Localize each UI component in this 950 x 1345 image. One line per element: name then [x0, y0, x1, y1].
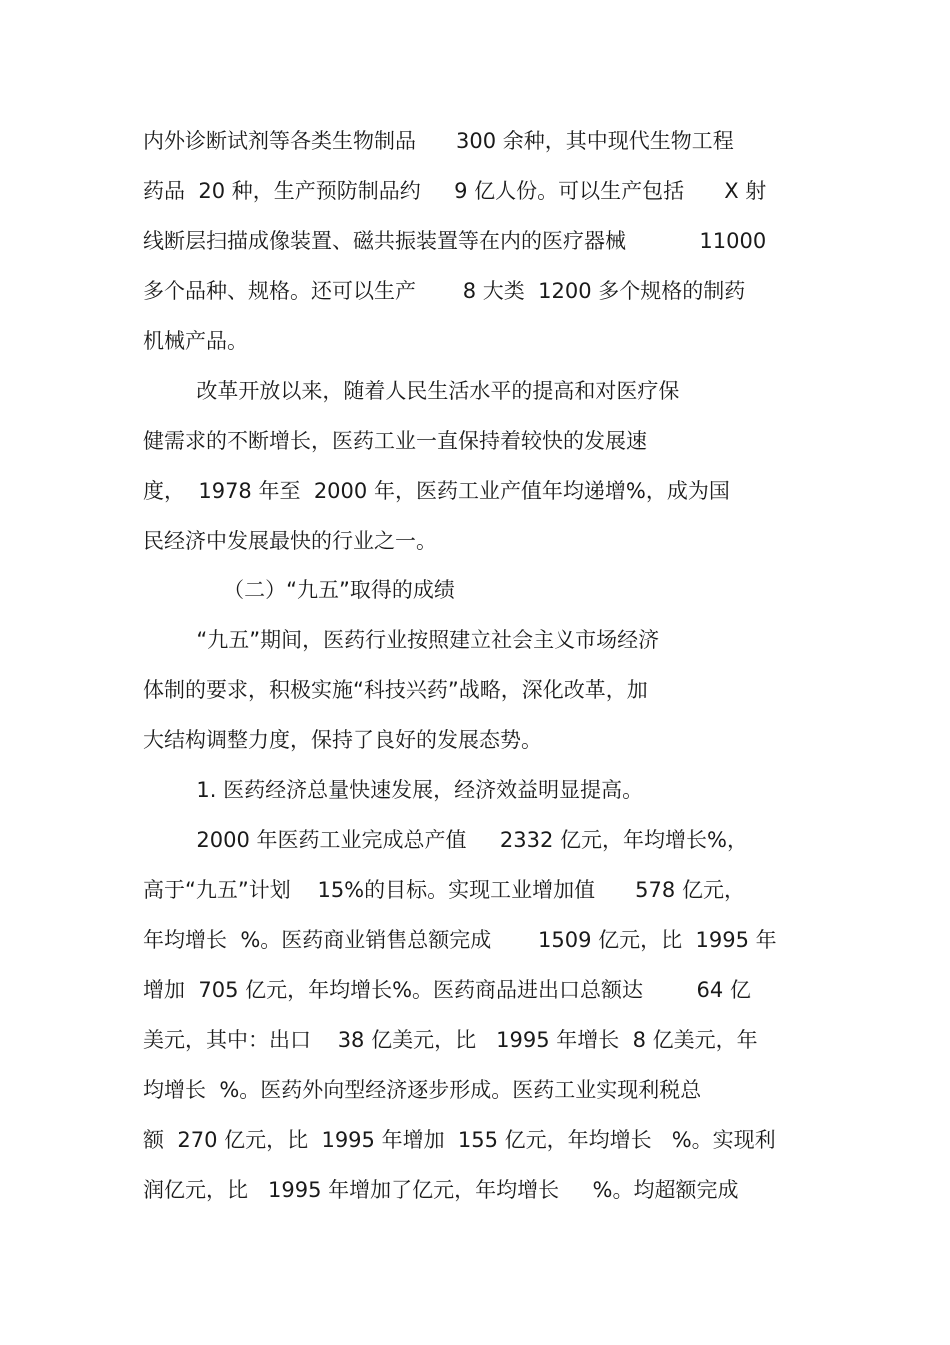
- text-line-18: 增加 705 亿元，年均增长%。医药商品进出口总额达 64 亿: [143, 978, 751, 1002]
- text-line-5: 机械产品。: [143, 329, 248, 353]
- text-line-19: 美元，其中：出口 38 亿美元，比 1995 年增长 8 亿美元，年: [143, 1028, 758, 1052]
- text-line-7: 健需求的不断增长，医药工业一直保持着较快的发展速: [143, 429, 647, 453]
- text-line-3: 线断层扫描成像装置、磁共振装置等在内的医疗器械 11000: [143, 229, 767, 253]
- text-line-15: 2000 年医药工业完成总产值 2332 亿元，年均增长%，: [143, 828, 748, 852]
- text-line-1: 内外诊断试剂等各类生物制品 300 余种，其中现代生物工程: [143, 129, 734, 153]
- text-line-6: 改革开放以来，随着人民生活水平的提高和对医疗保: [143, 379, 680, 403]
- text-line-11: “九五”期间，医药行业按照建立社会主义市场经济: [143, 628, 660, 652]
- subsection-heading: 1. 医药经济总量快速发展，经济效益明显提高。: [143, 778, 644, 802]
- section-heading: （二）“九五”取得的成绩: [143, 578, 455, 602]
- text-line-2: 药品 20 种，生产预防制品约 9 亿人份。可以生产包括 X 射: [143, 179, 767, 203]
- text-line-20: 均增长 %。医药外向型经济逐步形成。医药工业实现利税总: [143, 1078, 702, 1102]
- text-line-13: 大结构调整力度，保持了良好的发展态势。: [143, 728, 542, 752]
- text-line-22: 润亿元，比 1995 年增加了亿元，年均增长 %。均超额完成: [143, 1178, 739, 1202]
- text-line-12: 体制的要求，积极实施“科技兴药”战略，深化改革，加: [143, 678, 648, 702]
- text-line-4: 多个品种、规格。还可以生产 8 大类 1200 多个规格的制药: [143, 279, 746, 303]
- text-line-9: 民经济中发展最快的行业之一。: [143, 529, 437, 553]
- text-line-21: 额 270 亿元，比 1995 年增加 155 亿元，年均增长 %。实现利: [143, 1128, 776, 1152]
- text-line-17: 年均增长 %。医药商业销售总额完成 1509 亿元，比 1995 年: [143, 928, 777, 952]
- text-line-16: 高于“九五”计划 15%的目标。实现工业增加值 578 亿元，: [143, 878, 745, 902]
- text-line-8: 度， 1978 年至 2000 年，医药工业产值年均递增%，成为国: [143, 479, 730, 503]
